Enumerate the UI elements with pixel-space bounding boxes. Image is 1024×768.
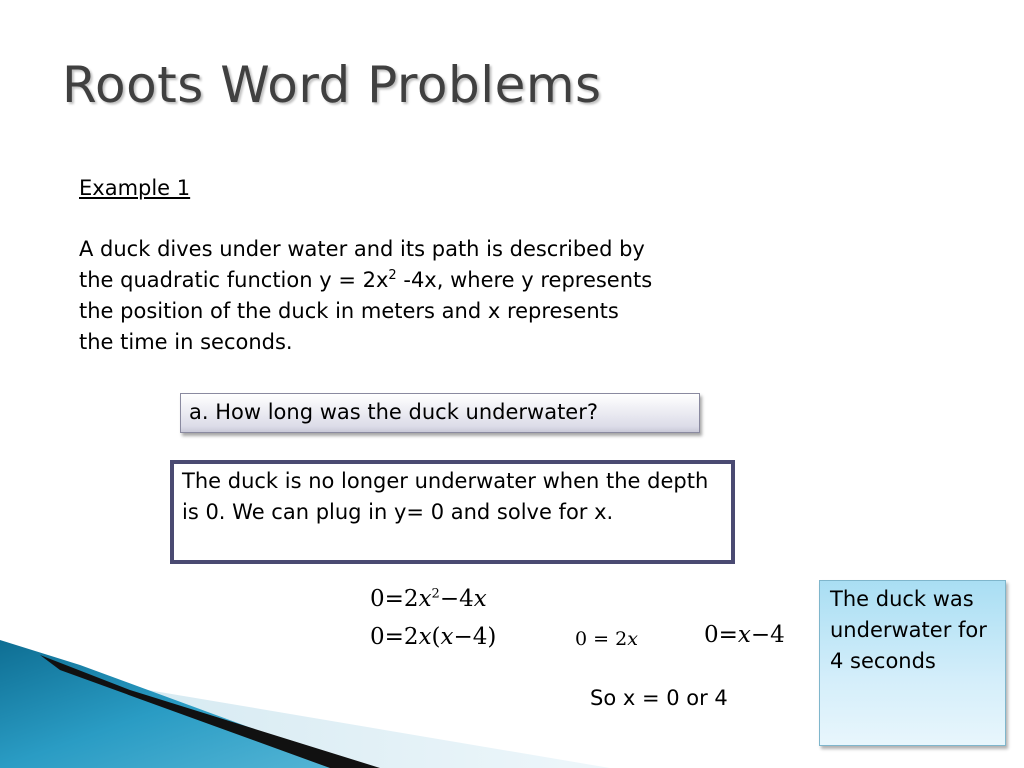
problem-line-1: A duck dives under water and its path is described by — [79, 237, 645, 261]
problem-line-3: the position of the duck in meters and x represents — [79, 299, 619, 323]
equation-1: $0=2x^2-4x$ — [370, 586, 487, 612]
problem-line-2-end: -4x, where y represents — [396, 268, 653, 292]
explanation-box: The duck is no longer underwater when the depth is 0. We can plug in y= 0 and solve for x. — [170, 460, 735, 564]
problem-line-4: the time in seconds. — [79, 330, 293, 354]
answer-callout: The duck was underwater for 4 seconds — [819, 580, 1006, 746]
slide-title: Roots Word Problems — [62, 56, 602, 114]
problem-line-2-start: the quadratic function y = 2x — [79, 268, 389, 292]
equation-2: 0=2x(x−4) — [370, 624, 497, 650]
problem-statement — [79, 234, 652, 358]
example-label: Example 1 — [79, 176, 191, 200]
question-box: a. How long was the duck underwater? — [180, 393, 700, 433]
problem-line-2 — [79, 265, 652, 296]
exponent: 2 — [388, 268, 397, 283]
equation-4: 0=x−4 — [704, 622, 785, 648]
equation-3: 0 = 2x — [575, 628, 638, 650]
solution-text: So x = 0 or 4 — [590, 686, 728, 710]
